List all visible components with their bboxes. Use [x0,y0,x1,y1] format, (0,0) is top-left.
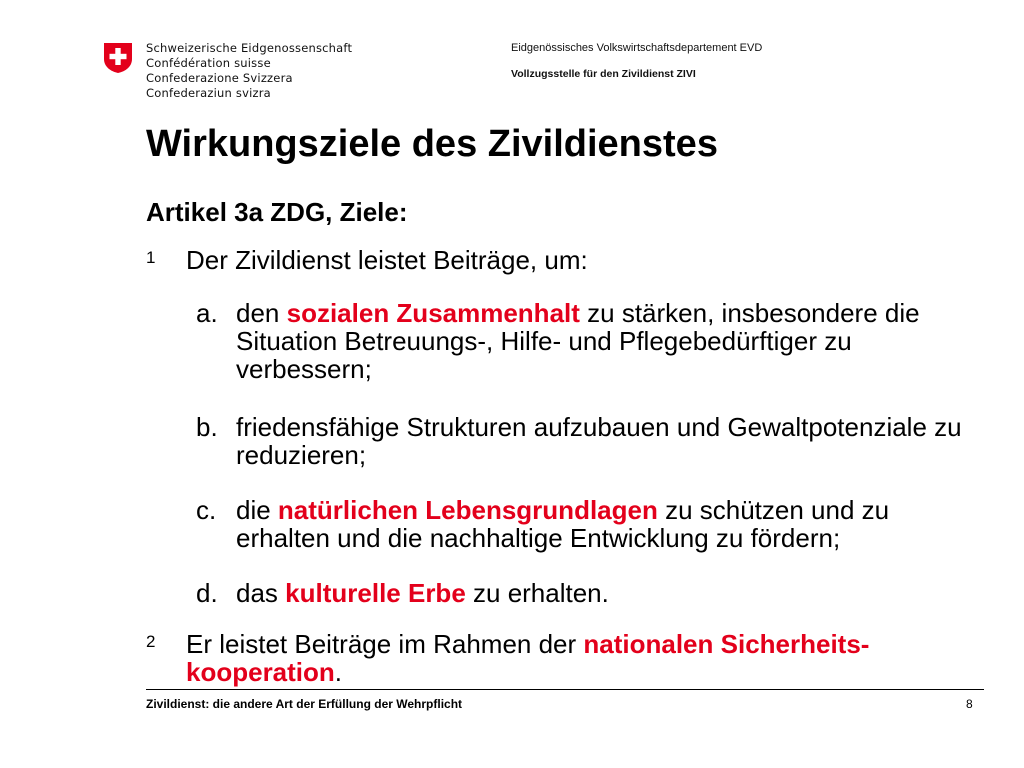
list-item-label: b. [196,412,218,442]
page-number: 8 [966,697,973,711]
confederation-names [146,41,352,101]
paragraph-number: 2 [146,632,156,651]
swiss-cross-shield-icon [103,42,133,74]
paragraph-text: Der Zivildienst leistet Beiträge, um: [186,245,588,275]
list-item-text: das kulturelle Erbe zu erhalten. [236,578,609,608]
confederation-line-fr: Confédération suisse [146,56,271,70]
unit-name: Vollzugsstelle für den Zivildienst ZIVI [511,68,696,80]
highlight-text: nationalen Sicherheits- [583,629,870,659]
paragraph-text: Er leistet Beiträge im Rahmen der nationalen Sicherheits- kooperation. [186,629,870,687]
highlight-text: sozialen Zusammenhalt [286,298,580,328]
highlight-text: natürlichen Lebensgrundlagen [277,495,658,525]
paragraph-number: 1 [146,248,156,267]
list-item-label: d. [196,578,218,608]
footer-divider [146,689,984,690]
confederation-line-de: Schweizerische Eidgenossenschaft [146,41,353,55]
list-item-label: a. [196,298,218,328]
highlight-text: kooperation [186,657,335,687]
slide-subtitle: Artikel 3a ZDG, Ziele: [146,197,408,227]
list-item-text: die natürlichen Lebensgrundlagen zu schützen und zu erhalten und die nachhaltige Entwicklung zu fördern; [236,495,890,553]
list-item-text: friedensfähige Strukturen aufzubauen und Gewaltpotenziale zu reduzieren; [236,412,962,470]
department-name: Eidgenössisches Volkswirtschaftsdepartement EVD [511,42,763,54]
list-item-label: c. [196,495,217,525]
list-item-text: den sozialen Zusammenhalt zu stärken, insbesondere die Situation Betreuungs-, Hilfe- und Pflegebedürftiger zu verbessern; [236,298,920,384]
footer-text: Zivildienst: die andere Art der Erfüllung der Wehrpflicht [146,697,463,711]
confederation-line-rm: Confederaziun svizra [146,86,271,100]
slide-title: Wirkungsziele des Zivildienstes [146,123,718,165]
highlight-text: kulturelle Erbe [285,578,466,608]
confederation-line-it: Confederazione Svizzera [146,71,293,85]
